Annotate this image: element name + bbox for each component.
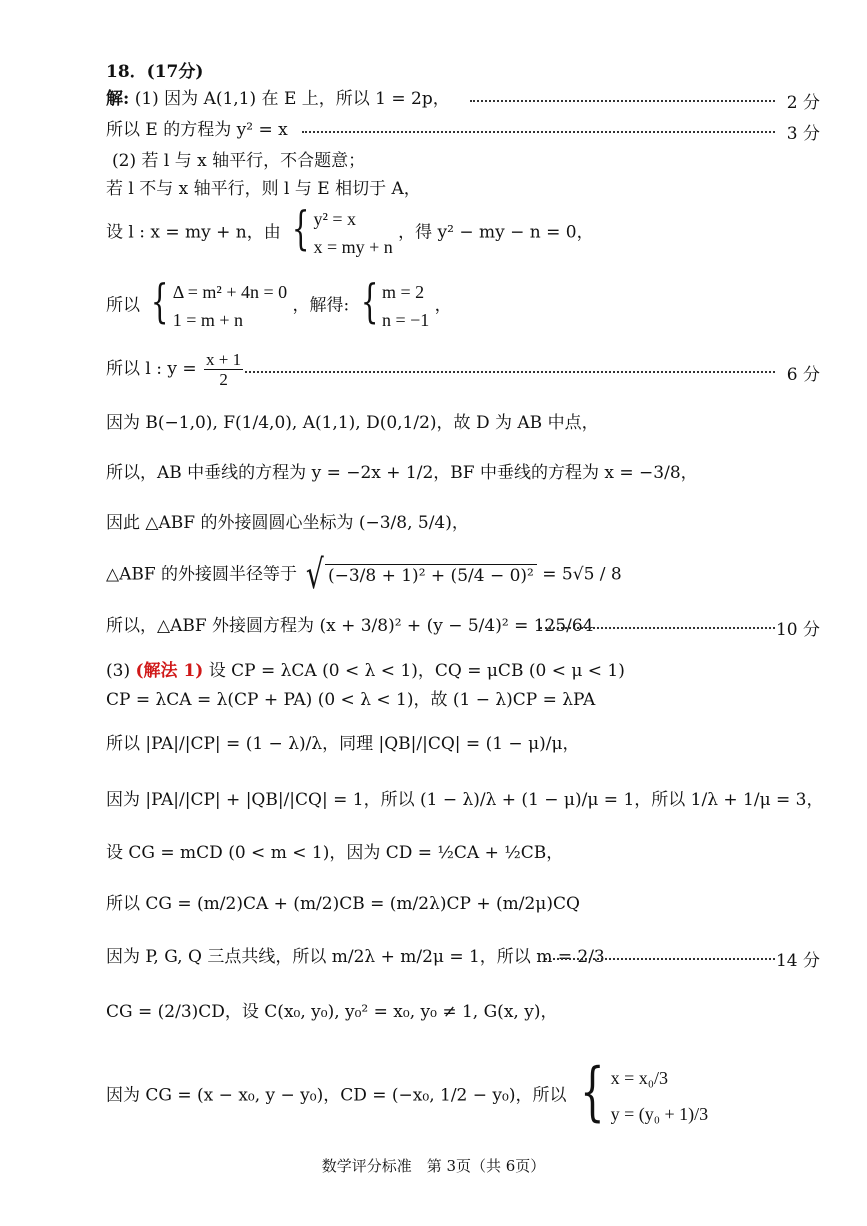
part3-line2: CP = λCA = λ(CP + PA) (0 < λ < 1)，故 (1 − λ)CP = λPA: [106, 690, 596, 710]
part2-line2: 若 l 不与 x 轴平行，则 l 与 E 相切于 A，: [106, 179, 421, 199]
square-root: √ (−3/8 + 1)² + (5/4 − 0)²: [302, 555, 536, 595]
part3-line1: [106, 660, 625, 682]
fraction-denominator: 2: [219, 370, 228, 389]
part2-line1: (2) 若 l 与 x 轴平行，不合题意；: [112, 151, 366, 171]
line9-prefix: △ABF 的外接圆半径等于: [106, 564, 298, 585]
part3-line5: 设 CG = mCD (0 < m < 1)，因为 CD = ½CA + ½CB，: [106, 843, 564, 863]
part3-line6: 所以 CG = (m/2)CA + (m/2)CB = (m/2λ)CP + (m/2μ)CQ: [106, 894, 580, 914]
part3-line7: 因为 P, G, Q 三点共线，所以 m/2λ + m/2μ = 1，所以 m = 2/3: [106, 947, 605, 967]
part2-line5: [106, 350, 245, 389]
part3-line9: [106, 1055, 709, 1132]
system2-eq1: Δ = m² + 4n = 0: [172, 282, 288, 302]
dot-leader: [540, 627, 775, 629]
system1-eq2: x = my + n: [313, 237, 393, 257]
part3-line4: 因为 |PA|/|CP| + |QB|/|CQ| = 1，所以 (1 − λ)/λ + (1 − μ)/μ = 1，所以 1/λ + 1/μ = 3，: [106, 790, 824, 810]
fraction: [204, 350, 243, 389]
system2-eq2: 1 = m + n: [172, 310, 243, 330]
line9-prefix: 因为 CG = (x − x₀, y − y₀)，CD = (−x₀, 1/2 − y₀)，所以: [106, 1085, 567, 1106]
part2-line10: [106, 615, 594, 637]
part2-line4: [106, 274, 452, 334]
dot-leader: [245, 371, 775, 373]
line10-prefix: 所以，△ABF 外接圆方程为: [106, 616, 315, 636]
line4-mid: ，解得:: [292, 295, 350, 316]
score-10: 10 分: [775, 620, 820, 640]
part2-line9: [106, 552, 622, 598]
equation-system-1: { y² = x x = my + n: [286, 205, 393, 261]
part2-line3: [106, 201, 594, 261]
part1-line2: 所以 E 的方程为 y² = x: [106, 120, 288, 140]
equation-system-2: { Δ = m² + 4n = 0 1 = m + n: [145, 278, 287, 334]
part2-line6: 因为 B(−1,0), F(1/4,0), A(1,1), D(0,1/2)，故 D 为 AB 中点，: [106, 413, 599, 433]
equation-system-3: { m = 2 n = −1: [355, 278, 430, 334]
part3-line8: CG = (2/3)CD，设 C(x₀, y₀), y₀² = x₀, y₀ ≠ 1, G(x, y)，: [106, 1002, 558, 1022]
part3-line1-text: 设 CP = λCA (0 < λ < 1)，CQ = μCB (0 < μ < 1): [208, 661, 625, 681]
equation-system-4: { x = x₀/3 y = (y₀ + 1)/3: [572, 1060, 708, 1132]
part1-line1-text: (1) 因为 A(1,1) 在 E 上，所以 1 = 2p，: [134, 89, 450, 109]
part2-line8: 因此 △ABF 的外接圆圆心坐标为 (−3/8, 5/4)，: [106, 513, 469, 533]
radicand: (−3/8 + 1)² + (5/4 − 0)²: [325, 564, 537, 587]
score-6: 6 分: [786, 365, 820, 385]
part1-line1: [106, 88, 450, 110]
dot-leader: [470, 100, 775, 102]
line3-prefix: 设 l : x = my + n，由: [106, 222, 281, 243]
part3-line3: 所以 |PA|/|CP| = (1 − λ)/λ，同理 |QB|/|CQ| = (1 − μ)/μ，: [106, 734, 580, 754]
score-3: 3 分: [786, 124, 820, 144]
fraction-numerator: x + 1: [206, 350, 242, 369]
dot-leader: [302, 131, 775, 133]
line3-suffix: ，得 y² − my − n = 0，: [398, 222, 594, 243]
system4-eq1: x = x₀/3: [610, 1068, 669, 1088]
system3-eq2: n = −1: [381, 310, 430, 330]
method-label: (解法 1): [135, 661, 204, 681]
system3-eq1: m = 2: [381, 282, 425, 302]
score-2: 2 分: [786, 93, 820, 113]
question-heading: 18．(17分): [106, 62, 204, 82]
system4-eq2: y = (y₀ + 1)/3: [610, 1104, 709, 1124]
dot-leader: [545, 958, 775, 960]
score-14: 14 分: [775, 951, 820, 971]
system1-eq1: y² = x: [313, 209, 356, 229]
part3-label: (3): [106, 661, 131, 681]
solution-label: 解:: [106, 89, 130, 109]
part2-line7: 所以，AB 中垂线的方程为 y = −2x + 1/2，BF 中垂线的方程为 x = −3/8，: [106, 463, 698, 483]
page-footer: 数学评分标准 第 3页（共 6页）: [321, 1157, 546, 1175]
circle-equation: (x + 3/8)² + (y − 5/4)² = 125/64: [319, 616, 594, 636]
line4-prefix: 所以: [106, 295, 140, 316]
line4-suffix: ，: [434, 295, 452, 316]
radius-value: = 5√5 / 8: [542, 564, 622, 585]
line5-prefix: 所以 l : y =: [106, 359, 197, 379]
